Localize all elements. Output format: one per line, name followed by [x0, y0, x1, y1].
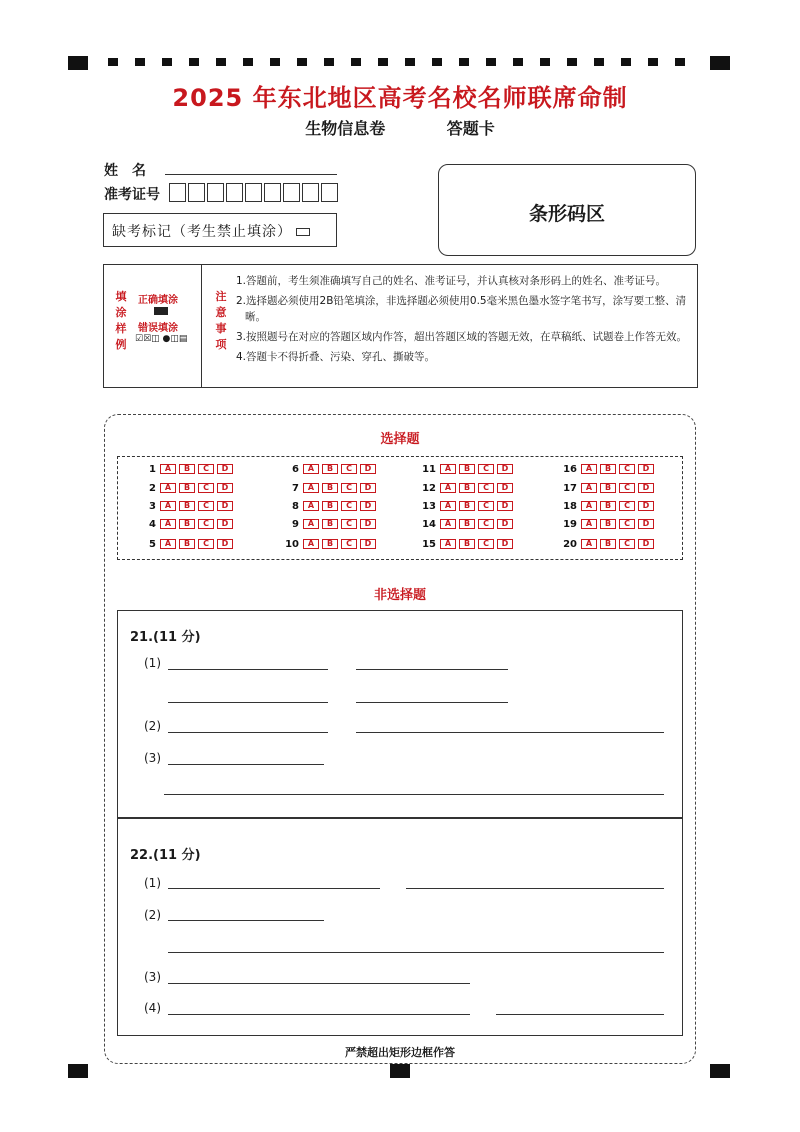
- choice-question: [140, 501, 236, 512]
- choice-question: [140, 483, 236, 494]
- option-bubble[interactable]: B: [179, 464, 195, 474]
- instructions-box: [103, 264, 698, 388]
- option-bubble[interactable]: B: [459, 464, 475, 474]
- question-number: 18: [563, 501, 577, 512]
- answer-line[interactable]: [168, 764, 324, 765]
- option-bubble[interactable]: C: [619, 483, 635, 493]
- rule-item: 4.答题卡不得折叠、污染、穿孔、撕破等。: [236, 351, 436, 363]
- option-bubble[interactable]: D: [497, 519, 513, 529]
- option-bubble[interactable]: D: [217, 501, 233, 511]
- option-bubble[interactable]: D: [217, 483, 233, 493]
- option-bubble[interactable]: C: [619, 464, 635, 474]
- option-bubble[interactable]: B: [179, 519, 195, 529]
- question-number: 14: [422, 519, 436, 530]
- barcode-area: [438, 164, 696, 256]
- id-digit-box[interactable]: [169, 183, 186, 202]
- timing-dash: [513, 58, 523, 66]
- option-bubble[interactable]: A: [160, 483, 176, 493]
- option-bubble[interactable]: A: [303, 501, 319, 511]
- option-bubble[interactable]: C: [341, 539, 357, 549]
- option-bubble[interactable]: C: [198, 519, 214, 529]
- question-number: 15: [422, 539, 436, 550]
- timing-dash: [270, 58, 280, 66]
- option-bubble[interactable]: C: [341, 464, 357, 474]
- timing-dash: [189, 58, 199, 66]
- question-number: 12: [422, 483, 436, 494]
- answer-line[interactable]: [168, 920, 324, 921]
- option-bubble[interactable]: A: [581, 519, 597, 529]
- option-bubble[interactable]: A: [160, 464, 176, 474]
- option-bubble[interactable]: B: [459, 519, 475, 529]
- rules-list: [236, 271, 691, 365]
- id-digit-box[interactable]: [321, 183, 338, 202]
- choice-question: [283, 519, 379, 530]
- option-bubble[interactable]: D: [217, 519, 233, 529]
- timing-dash: [243, 58, 253, 66]
- divider: [201, 265, 202, 387]
- option-bubble[interactable]: C: [341, 483, 357, 493]
- id-digit-box[interactable]: [302, 183, 319, 202]
- timing-dash: [594, 58, 604, 66]
- answer-line[interactable]: [356, 732, 664, 733]
- question-number: 7: [292, 483, 299, 494]
- barcode-label: 条形码区: [528, 203, 605, 225]
- id-digit-box[interactable]: [245, 183, 262, 202]
- timing-dash: [432, 58, 442, 66]
- timing-dash: [405, 58, 415, 66]
- timing-dash: [216, 58, 226, 66]
- option-bubble[interactable]: D: [217, 464, 233, 474]
- option-bubble[interactable]: B: [179, 539, 195, 549]
- question-number: 16: [563, 464, 577, 475]
- option-bubble[interactable]: A: [581, 501, 597, 511]
- option-bubble[interactable]: C: [619, 501, 635, 511]
- wrong-fill-samples: ☑☒◫ ●◫▤: [135, 334, 188, 344]
- option-bubble[interactable]: C: [198, 464, 214, 474]
- option-bubble[interactable]: D: [360, 539, 376, 549]
- card-name: 答题卡: [446, 119, 495, 138]
- option-bubble[interactable]: A: [303, 464, 319, 474]
- sample-label: 填涂样例: [115, 290, 127, 351]
- option-bubble[interactable]: A: [581, 483, 597, 493]
- subtitle: [0, 116, 800, 139]
- option-bubble[interactable]: C: [478, 501, 494, 511]
- choice-question: [140, 464, 236, 475]
- answer-box-21: [117, 610, 683, 818]
- choice-question: [283, 483, 379, 494]
- choice-question: [140, 539, 236, 550]
- option-bubble[interactable]: A: [440, 539, 456, 549]
- question-number: 5: [149, 539, 156, 550]
- option-bubble[interactable]: A: [303, 483, 319, 493]
- id-label: 准考证号: [104, 187, 160, 203]
- name-label: 姓 名: [104, 163, 146, 179]
- option-bubble[interactable]: D: [638, 464, 654, 474]
- option-bubble[interactable]: A: [440, 519, 456, 529]
- option-bubble[interactable]: A: [440, 483, 456, 493]
- option-bubble[interactable]: A: [160, 519, 176, 529]
- answer-line[interactable]: [168, 888, 380, 889]
- choice-question: [420, 464, 516, 475]
- q21-part-2: (2): [144, 719, 161, 733]
- q22-part-4: (4): [144, 1001, 161, 1015]
- question-22-head: 22.(11 分): [130, 848, 201, 863]
- option-bubble[interactable]: B: [322, 483, 338, 493]
- timing-dash: [486, 58, 496, 66]
- question-number: 8: [292, 501, 299, 512]
- option-bubble[interactable]: D: [217, 539, 233, 549]
- answer-line[interactable]: [168, 952, 664, 953]
- option-bubble[interactable]: A: [440, 464, 456, 474]
- option-bubble[interactable]: C: [198, 483, 214, 493]
- answer-line[interactable]: [496, 1014, 664, 1015]
- choice-question: [561, 464, 657, 475]
- timing-mark: [710, 1064, 730, 1078]
- timing-dash: [108, 58, 118, 66]
- option-bubble[interactable]: D: [497, 483, 513, 493]
- timing-dash: [648, 58, 658, 66]
- answer-line[interactable]: [168, 669, 328, 670]
- q21-part-3: (3): [144, 751, 161, 765]
- choice-question: [283, 464, 379, 475]
- subject-name: 生物信息卷: [305, 119, 386, 138]
- question-21-head: 21.(11 分): [130, 630, 201, 645]
- timing-dash: [162, 58, 172, 66]
- question-number: 10: [285, 539, 299, 550]
- option-bubble[interactable]: D: [360, 519, 376, 529]
- timing-dash: [567, 58, 577, 66]
- option-bubble[interactable]: B: [459, 539, 475, 549]
- option-bubble[interactable]: C: [341, 519, 357, 529]
- option-bubble[interactable]: A: [303, 519, 319, 529]
- option-bubble[interactable]: B: [322, 501, 338, 511]
- q22-part-2: (2): [144, 908, 161, 922]
- option-bubble[interactable]: C: [478, 539, 494, 549]
- option-bubble[interactable]: C: [619, 539, 635, 549]
- timing-dash: [675, 58, 685, 66]
- option-bubble[interactable]: B: [179, 483, 195, 493]
- option-bubble[interactable]: D: [638, 501, 654, 511]
- page-title: 2025 年东北地区高考名校名师联席命制: [172, 84, 628, 112]
- option-bubble[interactable]: A: [160, 539, 176, 549]
- question-number: 13: [422, 501, 436, 512]
- option-bubble[interactable]: B: [600, 501, 616, 511]
- option-bubble[interactable]: D: [360, 501, 376, 511]
- option-bubble[interactable]: C: [198, 501, 214, 511]
- choice-question: [283, 501, 379, 512]
- answer-line[interactable]: [356, 702, 508, 703]
- option-bubble[interactable]: D: [638, 539, 654, 549]
- choice-question: [561, 501, 657, 512]
- nonchoice-title: 非选择题: [373, 588, 426, 603]
- answer-line[interactable]: [406, 888, 664, 889]
- choice-question: [140, 519, 236, 530]
- option-bubble[interactable]: B: [322, 464, 338, 474]
- notes-label: 注意事项: [215, 290, 227, 351]
- option-bubble[interactable]: B: [179, 501, 195, 511]
- rule-item: 3.按照题号在对应的答题区域内作答，超出答题区域的答题无效，在草稿纸、试题卷上作答无效。: [236, 331, 688, 343]
- choice-question: [561, 519, 657, 530]
- timing-dash: [297, 58, 307, 66]
- option-bubble[interactable]: A: [440, 501, 456, 511]
- timing-dash: [621, 58, 631, 66]
- choice-question: [420, 519, 516, 530]
- timing-mark: [710, 56, 730, 70]
- choice-question: [420, 483, 516, 494]
- correct-fill-label: 正确填涂: [138, 295, 178, 306]
- question-number: 3: [149, 501, 156, 512]
- id-digit-box[interactable]: [226, 183, 243, 202]
- option-bubble[interactable]: C: [478, 483, 494, 493]
- option-bubble[interactable]: D: [360, 464, 376, 474]
- option-bubble[interactable]: A: [160, 501, 176, 511]
- choice-question: [283, 539, 379, 550]
- absent-mark: [103, 213, 337, 247]
- answer-box-22: [117, 818, 683, 1036]
- option-bubble[interactable]: D: [638, 519, 654, 529]
- option-bubble[interactable]: B: [600, 519, 616, 529]
- answer-line[interactable]: [168, 732, 328, 733]
- correct-fill-sample: [154, 307, 168, 315]
- option-bubble[interactable]: D: [497, 501, 513, 511]
- option-bubble[interactable]: C: [341, 501, 357, 511]
- timing-dash: [540, 58, 550, 66]
- wrong-fill-label: 错误填涂: [138, 323, 178, 334]
- option-bubble[interactable]: B: [322, 539, 338, 549]
- option-bubble[interactable]: D: [497, 464, 513, 474]
- question-number: 20: [563, 539, 577, 550]
- absent-label: 缺考标记（考生禁止填涂）: [112, 224, 292, 240]
- rule-item: 1.答题前，考生须准确填写自己的姓名、准考证号，并认真核对条形码上的姓名、准考证号。: [236, 275, 667, 287]
- question-number: 1: [149, 464, 156, 475]
- question-number: 2: [149, 483, 156, 494]
- name-field[interactable]: [165, 174, 337, 175]
- answer-line[interactable]: [356, 669, 508, 670]
- option-bubble[interactable]: B: [459, 483, 475, 493]
- choice-question: [420, 501, 516, 512]
- timing-dash: [351, 58, 361, 66]
- choice-question: [420, 539, 516, 550]
- absent-checkbox[interactable]: [296, 228, 310, 236]
- choice-title: 选择题: [380, 432, 420, 447]
- id-digit-box[interactable]: [283, 183, 300, 202]
- option-bubble[interactable]: C: [198, 539, 214, 549]
- option-bubble[interactable]: D: [638, 483, 654, 493]
- answer-line[interactable]: [164, 794, 664, 795]
- timing-dash: [324, 58, 334, 66]
- option-bubble[interactable]: C: [478, 464, 494, 474]
- question-number: 4: [149, 519, 156, 530]
- timing-mark: [68, 56, 88, 70]
- option-bubble[interactable]: D: [497, 539, 513, 549]
- question-number: 19: [563, 519, 577, 530]
- timing-mark: [390, 1064, 410, 1078]
- id-digit-box[interactable]: [207, 183, 224, 202]
- option-bubble[interactable]: A: [581, 464, 597, 474]
- option-bubble[interactable]: C: [619, 519, 635, 529]
- choice-question: [561, 539, 657, 550]
- option-bubble[interactable]: B: [459, 501, 475, 511]
- timing-dash: [459, 58, 469, 66]
- choice-question: [561, 483, 657, 494]
- timing-dash: [135, 58, 145, 66]
- q22-part-3: (3): [144, 970, 161, 984]
- timing-mark: [68, 1064, 88, 1078]
- question-number: 9: [292, 519, 299, 530]
- answer-line[interactable]: [168, 1014, 470, 1015]
- question-number: 11: [422, 464, 436, 475]
- answer-line[interactable]: [168, 702, 328, 703]
- question-number: 17: [563, 483, 577, 494]
- option-bubble[interactable]: A: [581, 539, 597, 549]
- option-bubble[interactable]: B: [600, 539, 616, 549]
- footer-note: 严禁超出矩形边框作答: [345, 1046, 455, 1059]
- id-digit-box[interactable]: [188, 183, 205, 202]
- option-bubble[interactable]: D: [360, 483, 376, 493]
- answer-line[interactable]: [168, 983, 470, 984]
- option-bubble[interactable]: B: [600, 483, 616, 493]
- q22-part-1: (1): [144, 876, 161, 890]
- question-number: 6: [292, 464, 299, 475]
- timing-dash: [378, 58, 388, 66]
- option-bubble[interactable]: A: [303, 539, 319, 549]
- option-bubble[interactable]: B: [322, 519, 338, 529]
- id-digit-box[interactable]: [264, 183, 281, 202]
- rule-item: 2.选择题必须使用2B铅笔填涂，非选择题必须使用0.5毫米黑色墨水签字笔书写，涂写要工整、清晰。: [236, 295, 687, 323]
- option-bubble[interactable]: B: [600, 464, 616, 474]
- q21-part-1: (1): [144, 656, 161, 670]
- option-bubble[interactable]: C: [478, 519, 494, 529]
